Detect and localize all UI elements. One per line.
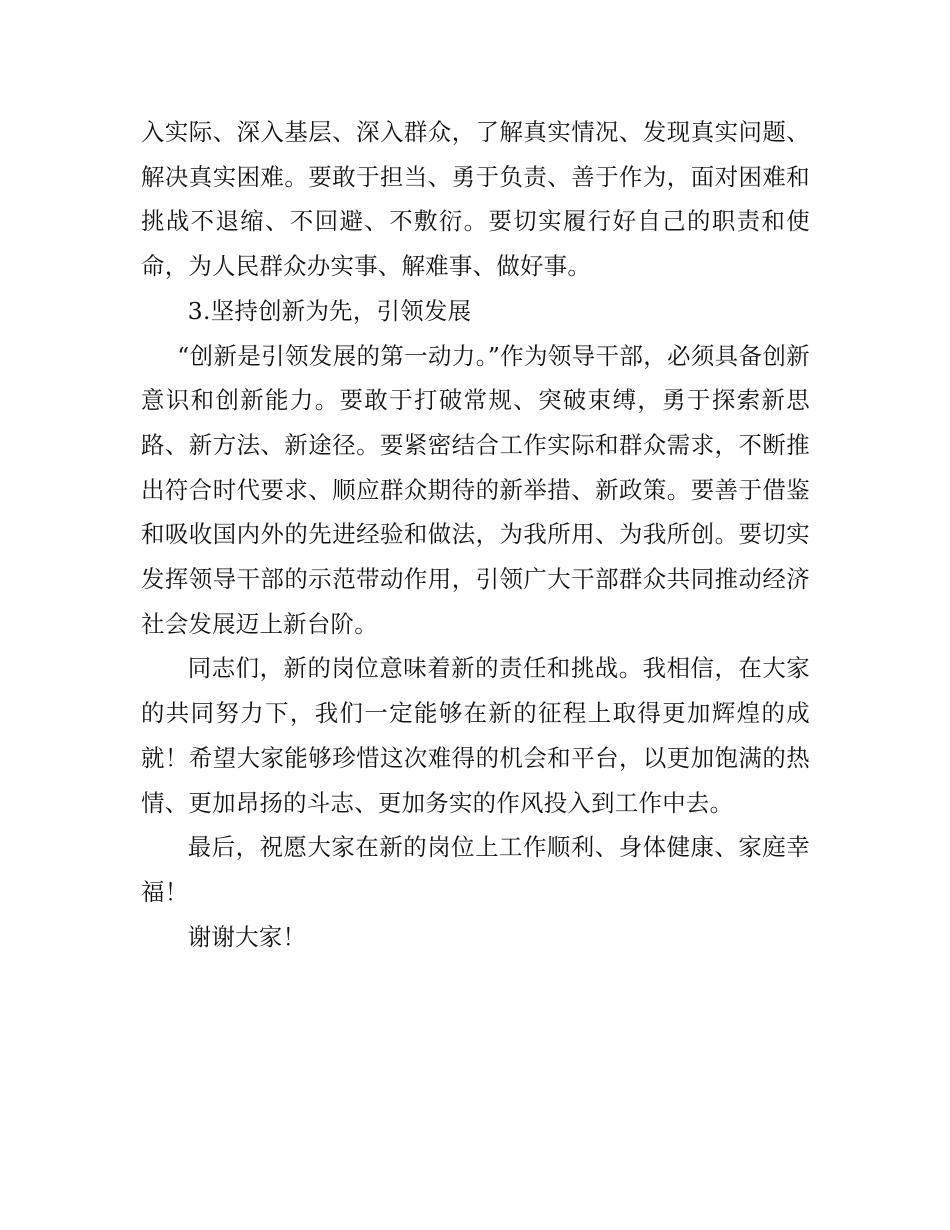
document-body: [141, 110, 810, 959]
body-paragraph-wishes: 最后，祝愿大家在新的岗位上工作顺利、身体健康、家庭幸福！: [141, 833, 810, 906]
section-heading-3: 3.坚持创新为先，引领发展: [187, 296, 472, 325]
body-paragraph-innovation: “创新是引领发展的第一动力。”作为领导干部，必须具备创新意识和创新能力。要敢于打破常规、突破束缚，勇于探索新思路、新方法、新途径。要紧密结合工作实际和群众需求，不断推出符合时代要求、顺应群众期待的新举措、新政策。要善于借鉴和吸收国内外的先进经验和做法，为我所用、为我所创。要切实发挥领导干部的示范带动作用，引领广大干部群众共同推动经济社会发展迈上新台阶。: [141, 341, 810, 638]
body-paragraph-comrades: 同志们，新的岗位意味着新的责任和挑战。我相信，在大家的共同努力下，我们一定能够在新的征程上取得更加辉煌的成就！希望大家能够珍惜这次难得的机会和平台，以更加饱满的热情、更加昂扬的斗志、更加务实的作风投入到工作中去。: [141, 654, 810, 817]
closing-thanks: 谢谢大家！: [187, 922, 307, 951]
body-paragraph-continued: 入实际、深入基层、深入群众，了解真实情况、发现真实问题、解决真实困难。要敢于担当、勇于负责、善于作为，面对困难和挑战不退缩、不回避、不敷衍。要切实履行好自己的职责和使命，为人民群众办实事、解难事、做好事。: [141, 118, 810, 281]
